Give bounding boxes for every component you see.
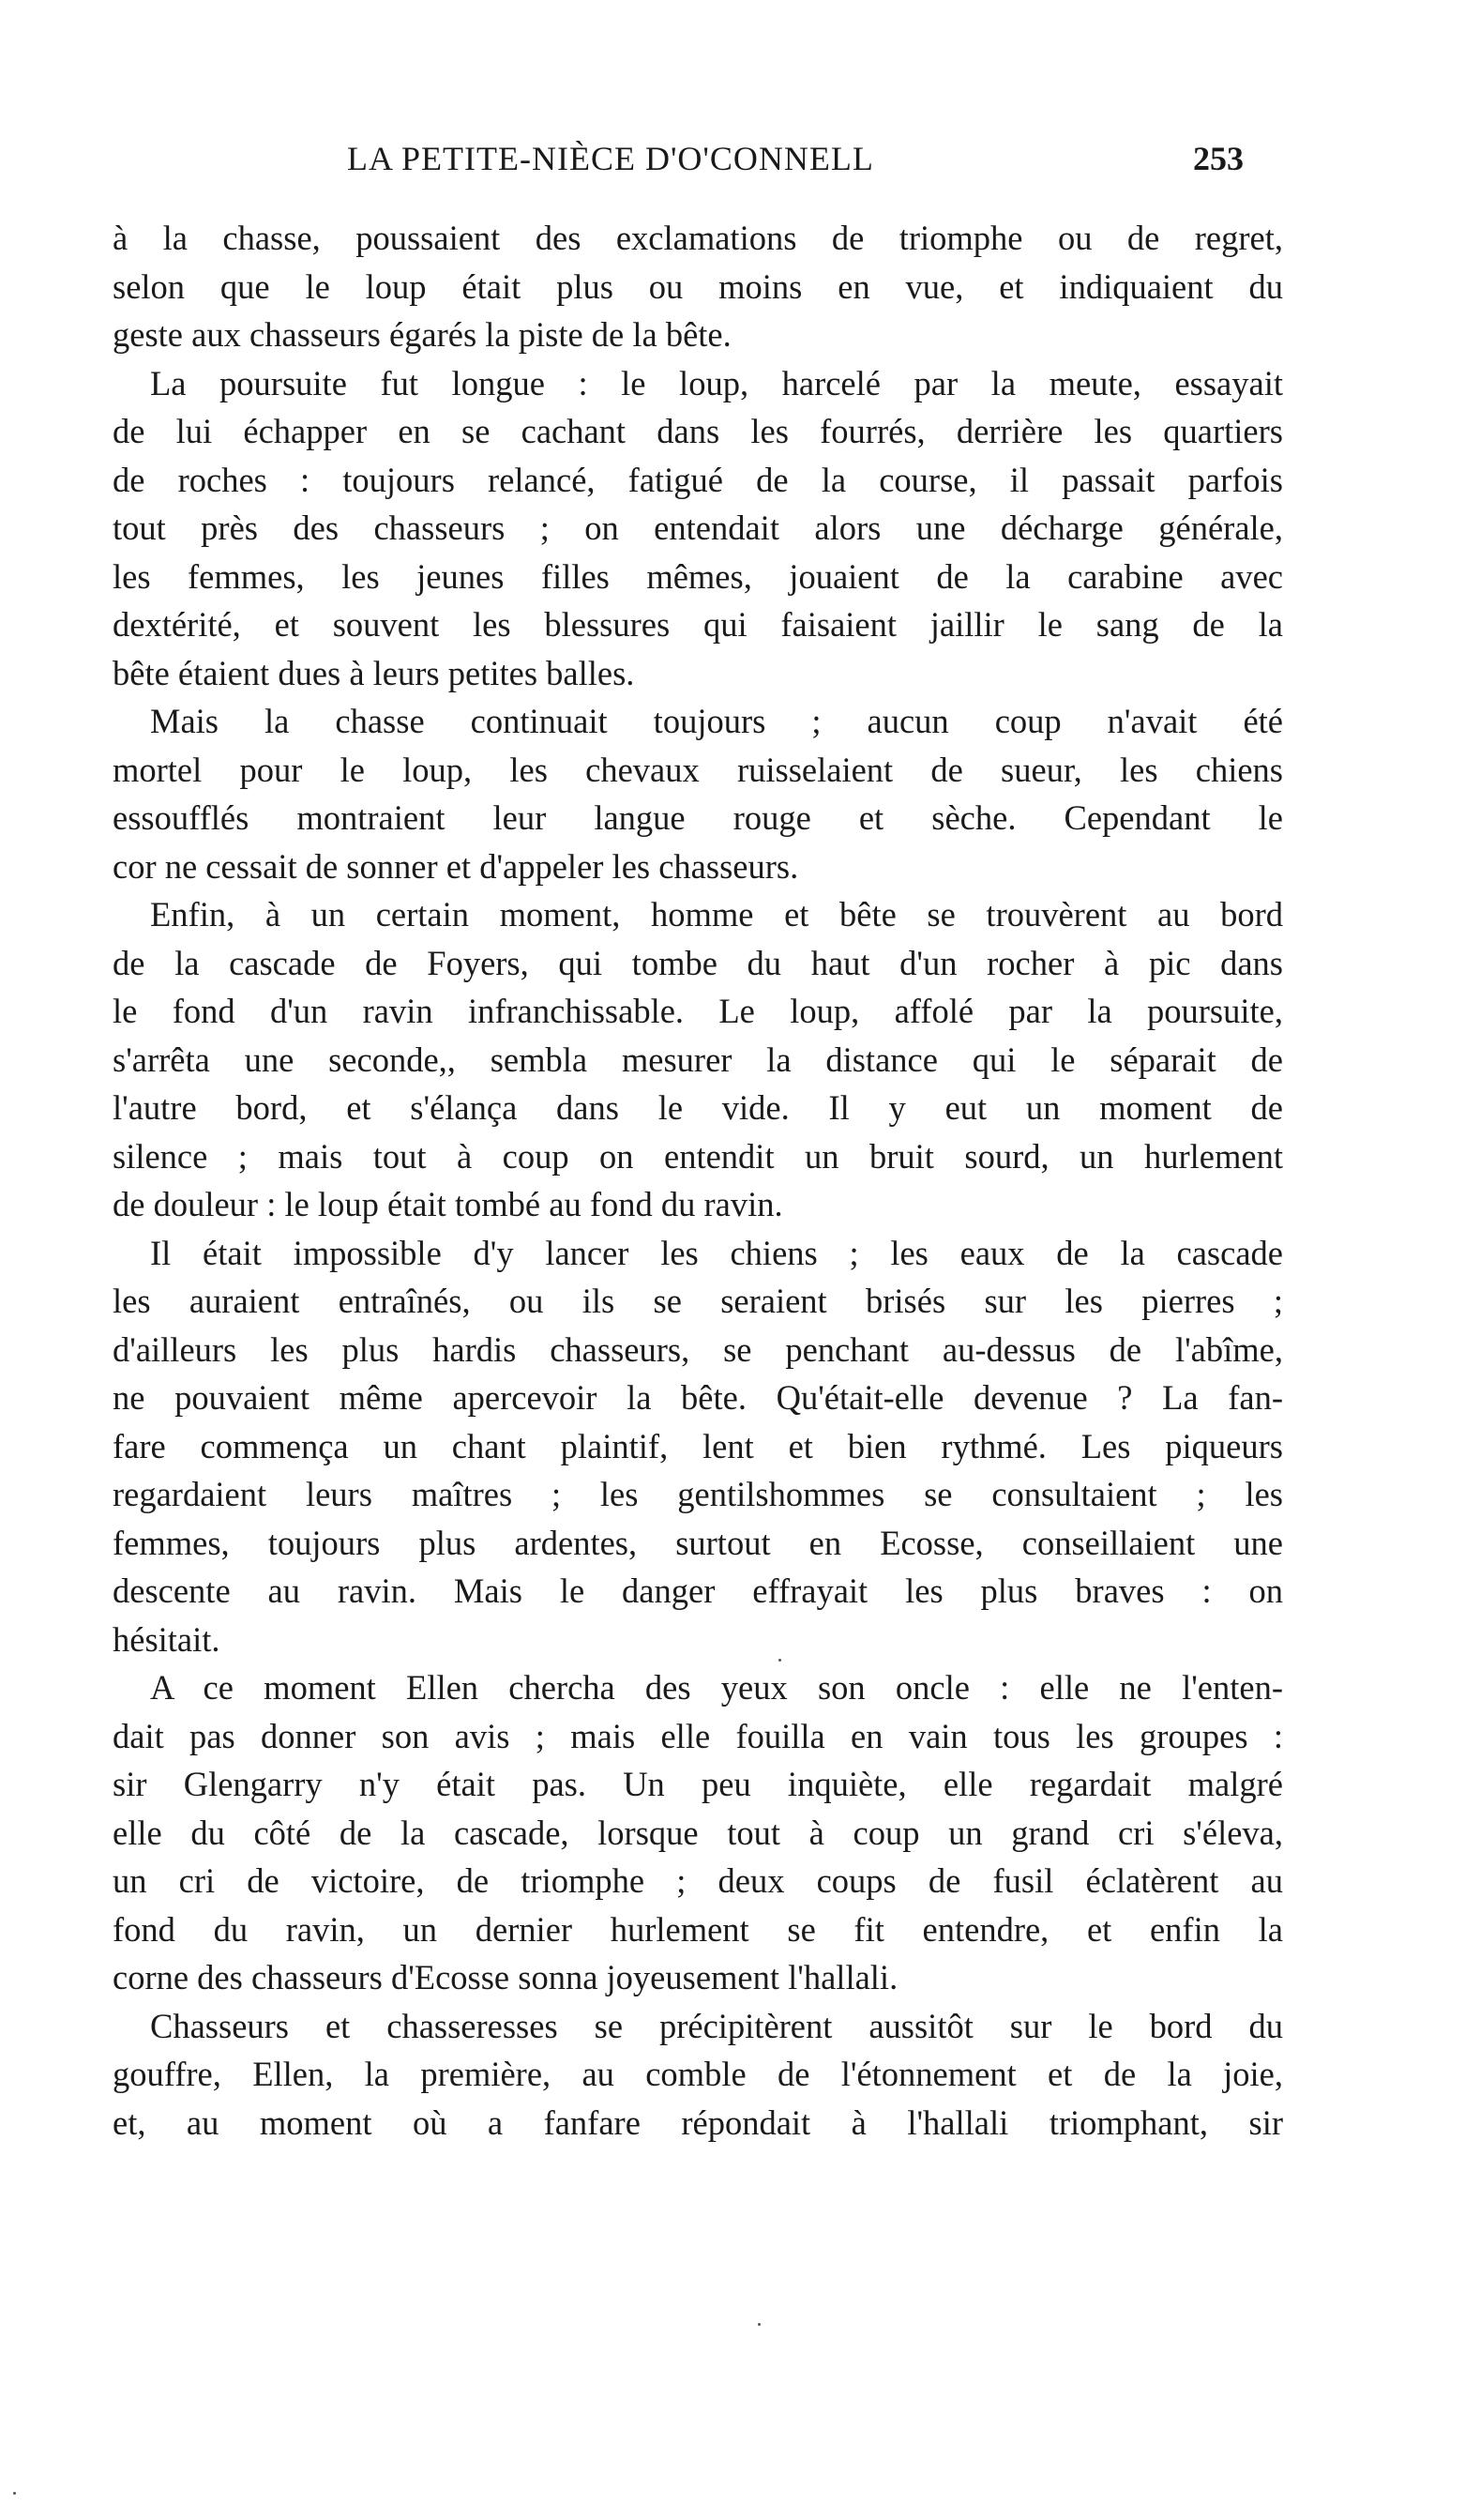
text-line: les femmes, les jeunes filles mêmes, jouaient de la carabine avec <box>113 556 1283 596</box>
paper-speck <box>758 2323 761 2326</box>
text-line: Il était impossible d'y lancer les chiens ; les eaux de la cascade <box>150 1233 1283 1272</box>
text-line: Enfin, à un certain moment, homme et bête se trouvèrent au bord <box>150 895 1283 934</box>
text-line: fond du ravin, un dernier hurlement se fit entendre, et enfin la <box>113 1909 1283 1949</box>
text-line: A ce moment Ellen chercha des yeux son oncle : elle ne l'enten- <box>150 1668 1283 1707</box>
text-line: Chasseurs et chasseresses se précipitèrent aussitôt sur le bord du <box>150 2006 1283 2045</box>
text-line: descente au ravin. Mais le danger effrayait les plus braves : on <box>113 1571 1283 1610</box>
text-line: s'arrêta une seconde,, sembla mesurer la distance qui le séparait de <box>113 1040 1283 1079</box>
paper-speck <box>778 1659 781 1662</box>
text-line: de lui échapper en se cachant dans les fourrés, derrière les quartiers <box>113 412 1283 450</box>
text-line: d'ailleurs les plus hardis chasseurs, se penchant au-dessus de l'abîme, <box>113 1329 1283 1369</box>
text-line: cor ne cessait de sonner et d'appeler les chasseurs. <box>113 846 799 886</box>
text-line: fare commença un chant plaintif, lent et bien rythmé. Les piqueurs <box>113 1426 1283 1465</box>
text-line: l'autre bord, et s'élança dans le vide. Il y eut un moment de <box>113 1088 1283 1127</box>
text-line: un cri de victoire, de triomphe ; deux coups de fusil éclatèrent au <box>113 1861 1283 1900</box>
text-line: geste aux chasseurs égarés la piste de la bête. <box>113 315 732 354</box>
text-line: mortel pour le loup, les chevaux ruisselaient de sueur, les chiens <box>113 750 1283 789</box>
page-number: 253 <box>1193 140 1244 177</box>
text-line: femmes, toujours plus ardentes, surtout en Ecosse, conseillaient une <box>113 1523 1283 1562</box>
text-line: regardaient leurs maîtres ; les gentilshommes se consultaient ; les <box>113 1475 1283 1513</box>
text-line: hésitait. <box>113 1619 220 1659</box>
text-line: essoufflés montraient leur langue rouge et sèche. Cependant le <box>113 798 1283 837</box>
text-line: tout près des chasseurs ; on entendait alors une décharge générale, <box>113 509 1283 547</box>
text-line: de douleur : le loup était tombé au fond du ravin. <box>113 1185 783 1223</box>
text-line: le fond d'un ravin infranchissable. Le loup, affolé par la poursuite, <box>113 992 1283 1030</box>
text-line: dextérité, et souvent les blessures qui faisaient jaillir le sang de la <box>113 605 1283 644</box>
text-line: Mais la chasse continuait toujours ; aucun coup n'avait été <box>150 702 1283 740</box>
text-line: ne pouvaient même apercevoir la bête. Qu'était-elle devenue ? La fan- <box>113 1378 1283 1417</box>
text-line: silence ; mais tout à coup on entendit un bruit sourd, un hurlement <box>113 1136 1283 1176</box>
text-line: et, au moment où a fanfare répondait à l'hallali triomphant, sir <box>113 2103 1283 2142</box>
text-line: elle du côté de la cascade, lorsque tout à coup un grand cri s'éleva, <box>113 1813 1283 1852</box>
text-line: gouffre, Ellen, la première, au comble de l'étonnement et de la joie, <box>113 2055 1283 2093</box>
text-line: dait pas donner son avis ; mais elle fouilla en vain tous les groupes : <box>113 1716 1283 1755</box>
text-line: selon que le loup était plus ou moins en vue, et indiquaient du <box>113 266 1283 306</box>
text-line: corne des chasseurs d'Ecosse sonna joyeusement l'hallali. <box>113 1958 899 1996</box>
text-line: de roches : toujours relancé, fatigué de la course, il passait parfois <box>113 460 1283 499</box>
text-line: bête étaient dues à leurs petites balles. <box>113 653 635 692</box>
paper-speck <box>13 2492 16 2495</box>
text-line: de la cascade de Foyers, qui tombe du haut d'un rocher à pic dans <box>113 943 1283 982</box>
text-line: à la chasse, poussaient des exclamations de triomphe ou de regret, <box>113 219 1283 257</box>
text-line: sir Glengarry n'y était pas. Un peu inquiète, elle regardait malgré <box>113 1765 1283 1803</box>
text-line: La poursuite fut longue : le loup, harcelé par la meute, essayait <box>150 363 1283 402</box>
body-text <box>113 214 1283 2147</box>
text-line: les auraient entraînés, ou ils se seraient brisés sur les pierres ; <box>113 1282 1283 1320</box>
running-head-title: LA PETITE-NIÈCE D'O'CONNELL <box>347 140 874 177</box>
